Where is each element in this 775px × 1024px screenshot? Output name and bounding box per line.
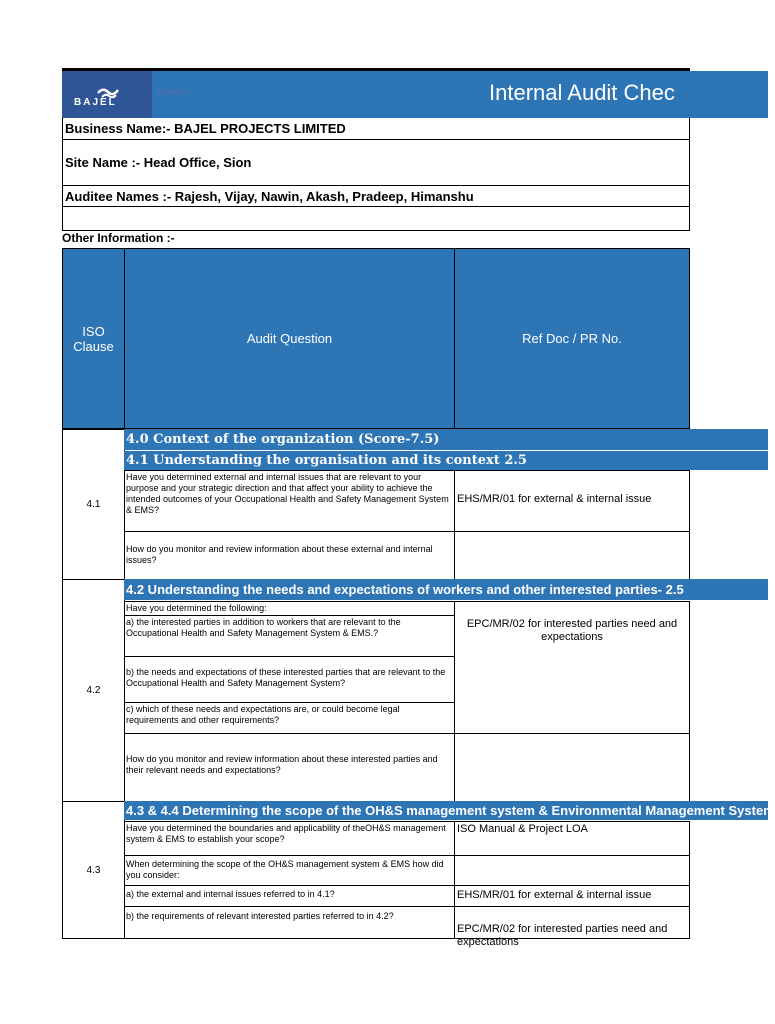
blank-info-row (62, 207, 690, 231)
question-4-3-a: Have you determined the boundaries and applicability of theOH&S management system & EMS to establish your scope? (124, 821, 455, 856)
page-title: Internal Audit Chec (489, 80, 675, 105)
auditee-names: Auditee Names :- Rajesh, Vijay, Nawin, Akash, Pradeep, Himanshu (62, 186, 690, 207)
header-band (152, 71, 768, 118)
ref-4-3-b (454, 855, 690, 886)
ref-4-1-a: EHS/MR/01 for external & internal issue (454, 470, 690, 532)
ref-4-3-a: ISO Manual & Project LOA (454, 821, 690, 856)
logo-subtitle: Projects (157, 88, 186, 97)
question-4-2-intro: Have you determined the following: (124, 601, 455, 616)
question-4-3-c: a) the external and internal issues referred to in 4.1? (124, 885, 455, 907)
ref-4-1-b (454, 531, 690, 580)
ref-4-2-a: EPC/MR/02 for interested parties need and expectations (454, 601, 690, 734)
logo-wave-icon (62, 71, 152, 118)
ref-4-2-b (454, 733, 690, 802)
clause-4-3: 4.3 (62, 801, 125, 939)
site-name: Site Name :- Head Office, Sion (62, 140, 690, 186)
section-4-0: 4.0 Context of the organization (Score-7.5) (124, 429, 768, 450)
other-information: Other Information :- (62, 231, 175, 245)
question-4-1-a: Have you determined external and internal issues that are relevant to your purpose and your strategic direction and that affect your ability to achieve the intended outcomes of your Occupational Health and Safety Management System & EMS? (124, 470, 455, 532)
clause-4-2: 4.2 (62, 579, 125, 802)
question-4-3-d: b) the requirements of relevant interested parties referred to in 4.2? (124, 906, 455, 939)
section-4-2: 4.2 Understanding the needs and expectations of workers and other interested parties- 2.5 (124, 579, 768, 600)
question-4-2-c: c) which of these needs and expectations are, or could become legal requirements and other requirements? (124, 702, 455, 734)
question-4-2-d: How do you monitor and review information about these interested parties and their relevant needs and expectations? (124, 733, 455, 802)
question-4-2-a: a) the interested parties in addition to workers that are relevant to the Occupational Health and Safety Management System & EMS.? (124, 615, 455, 657)
logo-text: BAJEL (74, 97, 117, 108)
section-4-3: 4.3 & 4.4 Determining the scope of the OH&S management system & Environmental Management System (126, 803, 775, 818)
header-ref-doc: Ref Doc / PR No. (454, 248, 690, 429)
header-iso-clause: ISO Clause (62, 248, 125, 429)
business-name: Business Name:- BAJEL PROJECTS LIMITED (62, 118, 690, 140)
question-4-3-b: When determining the scope of the OH&S management system & EMS how did you consider: (124, 855, 455, 886)
header-audit-question: Audit Question (124, 248, 455, 429)
clause-4-1: 4.1 (62, 429, 125, 580)
ref-4-3-d: EPC/MR/02 for interested parties need and expectations (454, 906, 690, 939)
company-logo (62, 71, 152, 118)
ref-4-3-c: EHS/MR/01 for external & internal issue (454, 885, 690, 907)
section-4-1: 4.1 Understanding the organisation and its context 2.5 (124, 451, 768, 470)
question-4-1-b: How do you monitor and review information about these external and internal issues? (124, 531, 455, 580)
question-4-2-b: b) the needs and expectations of these interested parties that are relevant to the Occupational Health and Safety Management System? (124, 656, 455, 703)
